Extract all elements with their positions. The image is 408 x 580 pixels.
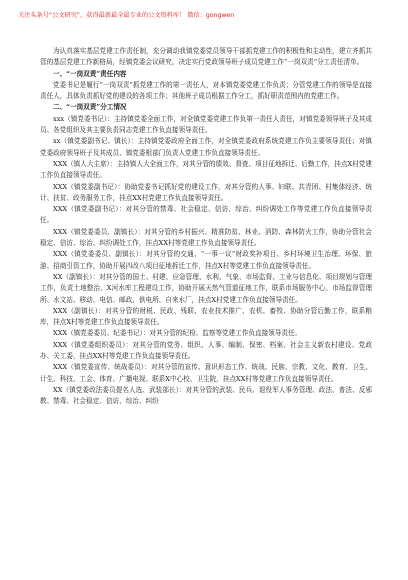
paragraph: XXX（镇人大主席）：主持镇人大全面工作，对其分管的绩效、督查、项目征地拆迁、后勤工作，挂点X村党建工作负直接领导责任。 <box>40 159 372 180</box>
paragraph: XX（副镇长）：对其分管的国土、村建、应急管理、水利、气象、市场监督、工业与信息化、项目规划与管理工作，负责土地整治、X河水库工程建设工作，协助开展天然气管道征地工作，联系市场服务中心、市场监督管理所、水文站、移动、电信、邮政、供电所、自来水厂，挂点X村党建工作负直接领导责任。 <box>40 272 372 304</box>
document-body <box>40 46 372 408</box>
paragraph: XXX（镇党委委员、纪委书记）：对其分管的纪检、监察等党建工作负直接领导责任。 <box>53 329 302 338</box>
paragraph: XXX（镇党委副书记）：对其分管的禁毒、社会稳定、信访、综治、纠纷调处工作等党建工作负直接领导责任。 <box>40 205 372 225</box>
paragraph: XXX（镇党委组织委员）：对其分管的党务、组织、人事、编制、保密、档案、社会主义新农村建设、党政办、关工委，挂点XX村等党建工作负直接领导责任。 <box>40 340 372 361</box>
paragraph: XXX（镇党委委员、副镇长）：对其分管的交通、“一事一议”财政奖补项目、乡村环境卫生治理、环保、旅游、招商引资工作，协助开展四改八项目征地拆迁工作，挂点X村等党建工作负直接领导责任。 <box>40 250 372 270</box>
paragraph: XXX（镇党委委员、副镇长）：对其分管的乡村振兴、精准防贫、林业、消防、森林防火工作，协助分管社会稳定、信访、综治、纠纷调处工作，挂点XX村等党建工作负直接领导责任。 <box>40 227 372 248</box>
section-heading: 二、“一岗双责”分工情况 <box>53 103 127 112</box>
paragraph: xxx（镇党委书记）：主持镇党委全面工作，对全镇党委党建工作负第一责任人责任，对镇党委领导班子及其成员、各党组织及其主要负责同志党建工作负直接领导责任。 <box>40 114 372 135</box>
paragraph: 为认真落实基层党建工作责任制，充分调动我镇党委党员领导干部抓党建工作的积极性和主动性，建立齐抓共管的基层党建工作新格局，经镇党委会议研究，决定实行党政领导班子成员党建工作“一岗双责”分工责任清单。 <box>40 47 372 67</box>
banner-text[interactable]: 关注头条号“公文研究”，获得最新最全最专业的公文资料库！ 微信：gongwen <box>18 12 235 19</box>
paragraph: XX（镇党委政法委员提名人选、武装部长）：对其分管的武装、民兵、退役军人事务管理、政法、普法、反邪教、禁毒、社会稳定、信访、综治、纠纷 <box>40 385 372 406</box>
header-banner <box>0 0 408 30</box>
paragraph: xx（镇党委副书记、镇长）：主持镇党委政府全面工作，对全镇党委政府系统党建工作负主要领导责任；对镇党委政府领导班子及其成员、镇党委根部门负责人党建工作负直接领导责任。 <box>40 137 372 157</box>
paragraph: XXX（镇党委宣传、统战委员）：对其分管的宣传、意识形态工作、统战、民族、宗教、文化、教育、卫生、计生、科技、工会、体育、广播电视、联系X中心校、卫生院，挂点XX村等党建工作负直接领导责任。 <box>40 363 372 383</box>
section-heading: 一、“一岗双责”责任内容 <box>53 69 127 78</box>
paragraph: XXX（镇党委副书记）：协助党委书记抓好党的建设工作，对其分管的人事、妇联、共青团、村集体经济、统计、扶贫、政务服务工作，挂点XX村党建工作负直接领导责任。 <box>40 182 372 202</box>
paragraph: XXX（副镇长）：对其分管的财税、民政、残联、农业技术推广、农机、畜牧、协助分管后勤工作，联系粮库，挂点X村等党建工作负直接领导责任。 <box>40 306 372 327</box>
paragraph: 党委书记是履行“一岗双责”抓党建工作的第一责任人，对本镇党委党建工作负责；分管党建工作的领导是直接责任人，具体负责抓好党的建设的各项工作；其他班子成员根据工作分工，抓好职责范围内的党建工作。 <box>40 80 372 101</box>
